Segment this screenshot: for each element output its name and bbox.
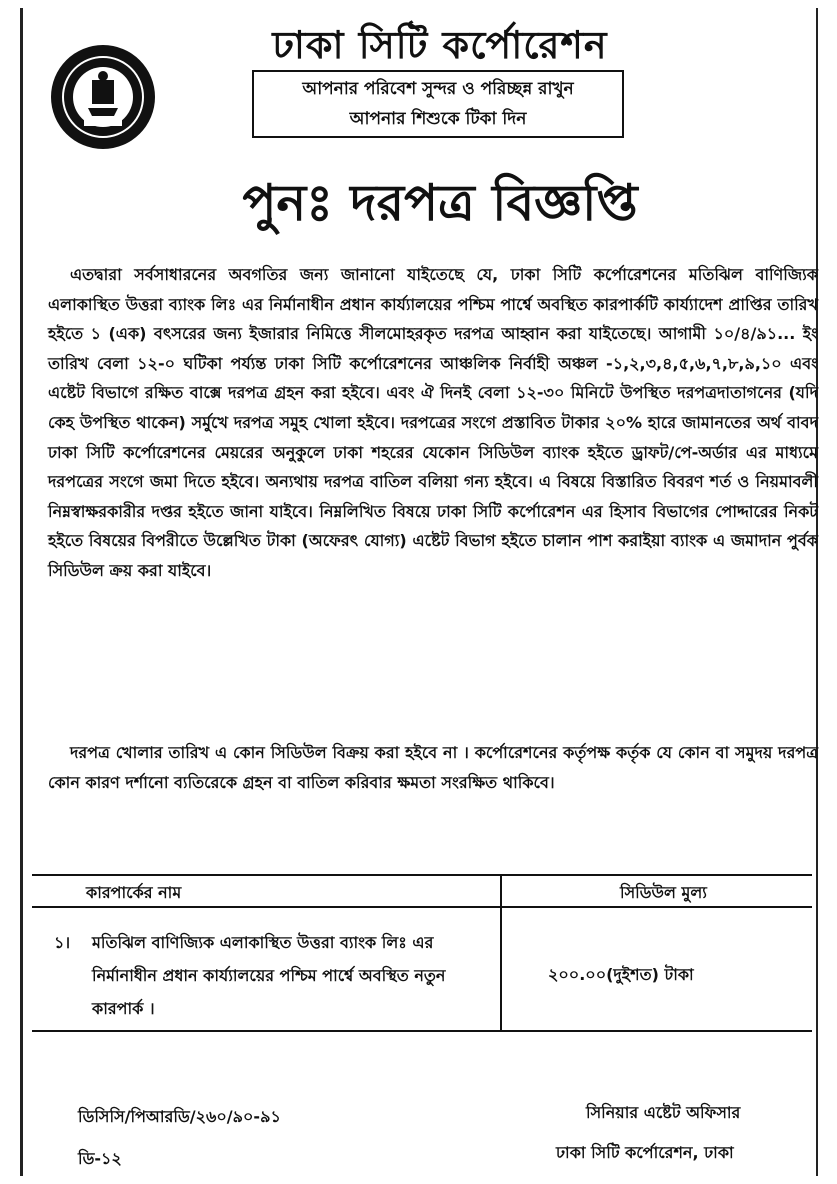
table-column-divider <box>500 874 502 1030</box>
reference-number: ডিসিসি/পিআরডি/২৬০/৯০-৯১ <box>78 1107 281 1126</box>
notice-body <box>48 260 818 586</box>
body-paragraph-2: দরপত্র খোলার তারিখ এ কোন সিডিউল বিক্রয় করা হইবে না । কর্পোরেশনের কর্তৃপক্ষ কর্তৃক যে কোন বা সমুদয় দরপত্র কোন কারণ দর্শানো ব্যতিরেকে গ্রহন বা বাতিল করিবার ক্ষমতা সংরক্ষিত থাকিবে। <box>48 743 818 792</box>
slogan-box <box>252 70 624 138</box>
slogan-line-2: আপনার শিশুকে টিকা দিন <box>349 109 527 129</box>
table-header-schedule-price: সিডিউল মুল্য <box>620 883 707 902</box>
table-header-carpark-name: কারপার্কের নাম <box>86 883 182 902</box>
table-bottom-border <box>32 1030 812 1032</box>
table-row-price: ২০০.০০(দুইশত) টাকা <box>548 965 694 984</box>
table-top-border <box>32 874 812 876</box>
table-row-carpark-name: মতিঝিল বাণিজ্যিক এলাকাস্থিত উত্তরা ব্যাংক লিঃ এর নির্মানাধীন প্রধান কার্য্যালয়ের পশ্চিম পার্শ্বে অবস্থিত নতুন কারপার্ক । <box>92 933 446 1018</box>
signatory-organization: ঢাকা সিটি কর্পোরেশন, ঢাকা <box>556 1143 734 1162</box>
body-paragraph-1: এতদ্বারা সর্বসাধারনের অবগতির জন্য জানানো যাইতেছে যে, ঢাকা সিটি কর্পোরেশনের মতিঝিল বাণিজ্যিক এলাকাস্থিত উত্তরা ব্যাংক লিঃ এর নির্মানাধীন প্রধান কার্য্যালয়ের পশ্চিম পার্শ্বে অবস্থিত কারপার্কটি কার্য্যাদেশ প্রাপ্তির তারিখ হইতে ১ (এক) বৎসরের জন্য ইজারার নিমিত্তে সীলমোহরকৃত দরপত্র আহ্বান করা যাইতেছে। আগামী ১০/৪/৯১... ইং তারিখ বেলা ১২-০ ঘটিকা পর্য্যন্ত ঢাকা সিটি কর্পোরেশনের আঞ্চলিক নির্বাহী অঞ্চল -১,২,৩,৪,৫,৬,৭,৮,৯,১০ এবং এষ্টেট বিভাগে রক্ষিত বাক্সে দরপত্র গ্রহন করা হইবে। এবং ঐ দিনই বেলা ১২-৩০ মিনিটে উপস্থিত দরপত্রদাতাগনের (যদি কেহ উপস্থিত থাকেন) সর্মুখে দরপত্র সমুহ খোলা হইবে। দরপত্রের সংগে প্রস্তাবিত টাকার ২০% হারে জামানতের অর্থ বাবদ ঢাকা সিটি কর্পোরেশনের মেয়রের অনুকুলে ঢাকা শহরের যেকোন সিডিউল ব্যাংক হইতে ড্রাফট/পে-অর্ডার এর মাধ্যমে দরপত্রের সংগে জমা দিতে হইবে। অন্যথায় দরপত্র বাতিল বলিয়া গন্য হইবে। এ বিষয়ে বিস্তারিত বিবরণ শর্ত ও নিয়মাবলী নিম্নস্বাক্ষরকারীর দপ্তর হইতে জানা যাইবে। নিম্নলিখিত বিষয়ে ঢাকা সিটি কর্পোরেশন এর হিসাব বিভাগের পোদ্দারের নিকট হইতে বিষয়ের বিপরীতে উল্লেখিত টাকা (অফেরৎ যোগ্য) এষ্টেট বিভাগ হইতে চালান পাশ করাইয়া ব্যাংক এ জমাদান পুর্বক সিডিউল ক্রয় করা যাইবে। <box>48 265 818 580</box>
signatory-title: সিনিয়ার এষ্টেট অফিসার <box>586 1103 741 1122</box>
slogan-line-1: আপনার পরিবেশ সুন্দর ও পরিচ্ছন্ন রাখুন <box>302 79 574 99</box>
city-corporation-seal-icon <box>48 42 158 152</box>
organization-name: ঢাকা সিটি কর্পোরেশন <box>272 23 608 67</box>
table-row-number: ১। <box>54 933 71 952</box>
reference-code: ডি-১২ <box>78 1149 122 1168</box>
table-header-divider <box>32 906 812 908</box>
notice-title: পুনঃ দরপত্র বিজ্ঞপ্তি <box>242 174 638 232</box>
